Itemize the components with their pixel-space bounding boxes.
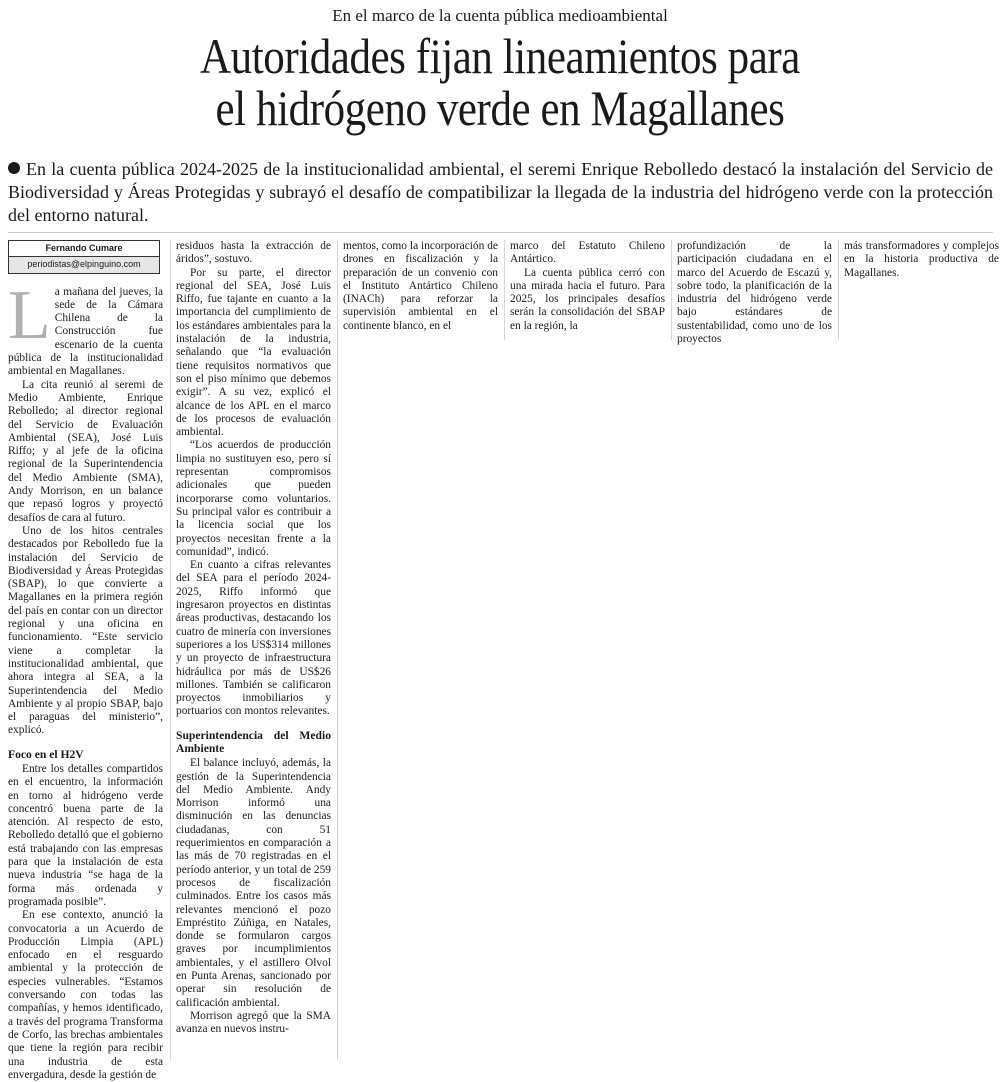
paragraph: “Los acuerdos de producción limpia no sustituyen eso, pero sí representan compromisos adicionales que pueden incorporarse como voluntarios. Su principal valor es contribuir a la licencia social que los proyectos necesitan frente a la comunidad”, indicó. <box>176 439 331 558</box>
article-column-3 <box>343 240 498 333</box>
paragraph: más transformadores y complejos en la historia productiva de Magallanes. <box>844 240 999 279</box>
article-headline <box>87 30 913 134</box>
headline-line-2: el hidrógeno verde en Magallanes <box>215 80 785 136</box>
column-divider <box>838 240 839 340</box>
paragraph: La cita reunió al seremi de Medio Ambiente, Enrique Rebolledo; al director regional del Servicio de Evaluación Ambiental (SEA), José Luis Riffo; y al jefe de la oficina regional de la Superintendencia del Medio Ambiente (SMA), Andy Morrison, en un balance que repasó logros y proyectó desafíos de cara al futuro. <box>8 378 163 524</box>
lead-divider <box>8 232 993 233</box>
article-kicker: En el marco de la cuenta pública medioambiental <box>332 6 668 25</box>
article-column-5 <box>677 240 832 346</box>
paragraph: profundización de la participación ciudadana en el marco del Acuerdo de Escazú y, sobre todo, la planificación de la industria del hidrógeno verde bajo estándares de sustentabilidad, como uno de los proyectos <box>677 240 832 346</box>
paragraph: En cuanto a cifras relevantes del SEA para el período 2024-2025, Riffo informó que ingresaron proyectos en distintas áreas productivas, destacando los cuatro de minería con inversiones superiores a los US$314 millones y un proyecto de infraestructura hidráulica por más de US$26 millones. También se calificaron proyectos inmobiliarios y portuarios con montos relevantes. <box>176 559 331 718</box>
byline-email[interactable]: periodistas@elpinguino.com <box>9 257 159 272</box>
article-column-6 <box>844 240 999 280</box>
article-column-2 <box>176 240 331 1037</box>
subheading: Superintendencia del Medio Ambiente <box>176 728 331 755</box>
bullet-icon <box>8 162 20 174</box>
column-divider <box>671 240 672 340</box>
paragraph: Por su parte, el director regional del SEA, José Luis Riffo, fue tajante en cuanto a la importancia del cumplimiento de los estándares ambientales para la instalación de la industria, señalando que “la evaluación tiene requisitos normativos que son el piso mínimo que debemos exigir”. A su vez, explicó el alcance de los APL en el marco de los procesos de evaluación ambiental. <box>176 266 331 439</box>
column-divider <box>504 240 505 340</box>
subheading: Foco en el H2V <box>8 747 84 761</box>
paragraph-text: a mañana del jueves, la sede de la Cámara Chilena de la Construcción fue escenario de la cuenta pública de la institucionalidad ambiental en Magallanes. <box>8 285 163 378</box>
paragraph: Morrison agregó que la SMA avanza en nuevos instru- <box>176 1009 331 1036</box>
drop-cap: L <box>8 276 51 354</box>
paragraph: Entre los detalles compartidos en el encuentro, la información en torno al hidrógeno verde concentró buena parte de la atención. Al respecto de esto, Rebolledo detalló que el gobierno está trabajando con las empresas para que la instalación de esta nueva industria “se haga de la forma más ordenada y programada posible”. <box>8 762 163 908</box>
article-lead <box>8 158 993 227</box>
byline-author: Fernando Cumare <box>9 241 159 257</box>
paragraph: La cuenta pública cerró con una mirada hacia el futuro. Para 2025, los principales desafíos serán la consolidación del SBAP en la región, la <box>510 266 665 332</box>
paragraph: marco del Estatuto Chileno Antártico. <box>510 240 665 266</box>
article-column-4 <box>510 240 665 333</box>
paragraph: El balance incluyó, además, la gestión de la Superintendencia del Medio Ambiente. Andy Morrison informó una disminución en las denuncias ciudadanas, con 51 requerimientos en comparación a las más de 70 registradas en el período anterior, y un total de 259 procesos de fiscalización culminados. Entre los casos más relevantes mencionó el pozo Empréstito Zúñiga, en Natales, donde se formularon cargos graves por incumplimientos ambientales, y el astillero Olvol en Punta Arenas, sancionado por operar sin resolución de calificación ambiental. <box>176 757 331 1009</box>
lead-text: En la cuenta pública 2024-2025 de la institucionalidad ambiental, el seremi Enrique Rebolledo destacó la instalación del Servicio de Biodiversidad y Áreas Protegidas y subrayó el desafío de compatibilizar la llegada de la industria del hidrógeno verde con la protección del entorno natural. <box>8 159 993 225</box>
paragraph <box>8 276 163 379</box>
paragraph: Uno de los hitos centrales destacados por Rebolledo fue la instalación del Servicio de Biodiversidad y Áreas Protegidas (SBAP), lo que convierte a Magallanes en la primera región del país en contar con un director regional y una oficina en funcionamiento. “Este servicio viene a completar la institucionalidad ambiental, que ahora integra al SEA, a la Superintendencia del Medio Ambiente y al propio SBAP, bajo el paraguas del ministerio”, explicó. <box>8 524 163 737</box>
paragraph: En ese contexto, anunció la convocatoria a un Acuerdo de Producción Limpia (APL) enfocado en el resguardo ambiental y la protección de especies vulnerables. “Estamos conversando con todas las compañías, y hemos identificado, a través del programa Transforma de Corfo, las brechas ambientales que tiene la región para recibir una industria de esta envergadura, desde la gestión de <box>8 909 163 1081</box>
paragraph: residuos hasta la extracción de áridos”, sostuvo. <box>176 240 331 266</box>
byline <box>8 240 160 274</box>
article-column-1 <box>8 240 163 1082</box>
paragraph: mentos, como la incorporación de drones en fiscalización y la preparación de un convenio con el Instituto Antártico Chileno (INACh) para reforzar la supervisión ambiental en el continente blanco, en el <box>343 240 498 332</box>
headline-line-1: Autoridades fijan lineamientos para <box>200 28 800 84</box>
column-divider <box>337 240 338 1060</box>
column-divider <box>170 240 171 1060</box>
